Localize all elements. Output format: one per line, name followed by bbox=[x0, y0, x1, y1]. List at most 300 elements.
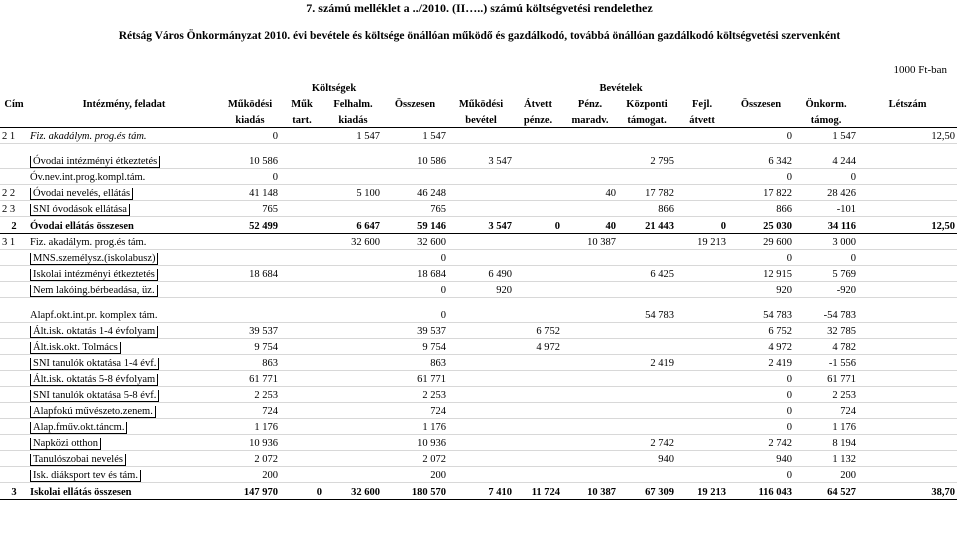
cell-value: 147 970 bbox=[220, 483, 280, 500]
cell-value bbox=[858, 435, 957, 451]
header-top-row bbox=[0, 95, 957, 111]
table-row bbox=[0, 128, 957, 144]
column-header-sub: pénze. bbox=[514, 111, 562, 128]
cell-name bbox=[28, 250, 220, 266]
cell-value: 2 419 bbox=[728, 355, 794, 371]
cell-value: 0 bbox=[220, 169, 280, 185]
cell-value bbox=[324, 282, 382, 298]
cell-value: 0 bbox=[220, 128, 280, 144]
cell-value bbox=[562, 266, 618, 282]
cell-value bbox=[324, 169, 382, 185]
cell-value bbox=[448, 371, 514, 387]
cell-value bbox=[618, 339, 676, 355]
table-row bbox=[0, 451, 957, 467]
column-header: Pénz. bbox=[577, 99, 603, 110]
cell-value: 765 bbox=[220, 201, 280, 217]
cell-value: 6 647 bbox=[324, 217, 382, 234]
cell-value bbox=[280, 419, 324, 435]
item-label: Isk. diáksport tev és tám. bbox=[30, 470, 141, 482]
cell-value: 920 bbox=[728, 282, 794, 298]
cell-value bbox=[676, 169, 728, 185]
cell-value bbox=[280, 234, 324, 250]
cell-value bbox=[562, 128, 618, 144]
cell-value: 2 253 bbox=[220, 387, 280, 403]
cell-name bbox=[28, 144, 220, 169]
cell-value bbox=[676, 201, 728, 217]
cell-value bbox=[448, 234, 514, 250]
cell-value: 39 537 bbox=[382, 323, 448, 339]
item-label: Nem lakóing.bérbeadása, üz. bbox=[30, 285, 158, 297]
cell-name bbox=[28, 403, 220, 419]
cell-cim bbox=[0, 355, 28, 371]
cell-value bbox=[514, 387, 562, 403]
cell-value bbox=[280, 144, 324, 169]
cell-value bbox=[618, 403, 676, 419]
column-header: Átvett bbox=[524, 99, 552, 110]
cell-value: 2 742 bbox=[728, 435, 794, 451]
item-label: SNI tanulók oktatása 5-8 évf. bbox=[30, 390, 159, 402]
cell-value bbox=[618, 467, 676, 483]
cell-value: 2 072 bbox=[220, 451, 280, 467]
cell-value: 19 213 bbox=[676, 483, 728, 500]
cell-value bbox=[324, 355, 382, 371]
column-header: Létszám bbox=[888, 99, 927, 110]
item-label: Óvodai nevelés, ellátás bbox=[30, 188, 133, 200]
cell-value bbox=[280, 323, 324, 339]
cell-value: 5 100 bbox=[324, 185, 382, 201]
cell-value: 10 586 bbox=[220, 144, 280, 169]
cell-value bbox=[280, 250, 324, 266]
cell-value: 1 176 bbox=[382, 419, 448, 435]
column-header: Intézmény, feladat bbox=[82, 99, 166, 110]
item-label: Fiz. akadálym. prog.és tám. bbox=[30, 237, 147, 248]
cell-value bbox=[514, 355, 562, 371]
cell-value: 67 309 bbox=[618, 483, 676, 500]
total-row bbox=[0, 483, 957, 500]
cell-cim: 3 1 bbox=[0, 234, 28, 250]
cell-name bbox=[28, 451, 220, 467]
cell-value bbox=[562, 250, 618, 266]
column-header: Központi bbox=[626, 99, 668, 110]
cell-value: 200 bbox=[382, 467, 448, 483]
cell-value bbox=[676, 371, 728, 387]
cell-value: 0 bbox=[728, 387, 794, 403]
cell-value: 0 bbox=[676, 217, 728, 234]
table-row bbox=[0, 435, 957, 451]
cell-value bbox=[280, 298, 324, 323]
table-row bbox=[0, 169, 957, 185]
cell-value: 4 972 bbox=[514, 339, 562, 355]
column-header: Műk bbox=[291, 99, 313, 110]
cell-name bbox=[28, 323, 220, 339]
cell-value: 10 387 bbox=[562, 483, 618, 500]
cell-value: 0 bbox=[728, 467, 794, 483]
cell-value: 18 684 bbox=[220, 266, 280, 282]
cell-value: 724 bbox=[220, 403, 280, 419]
cell-value: 940 bbox=[728, 451, 794, 467]
cell-value bbox=[514, 185, 562, 201]
cell-value: 116 043 bbox=[728, 483, 794, 500]
cell-value bbox=[618, 169, 676, 185]
cell-value: 40 bbox=[562, 185, 618, 201]
cell-value bbox=[324, 387, 382, 403]
cell-value bbox=[562, 467, 618, 483]
cell-value: 0 bbox=[514, 217, 562, 234]
cell-value: 200 bbox=[220, 467, 280, 483]
cell-value: 1 176 bbox=[220, 419, 280, 435]
cell-value bbox=[618, 371, 676, 387]
cell-value: 0 bbox=[728, 128, 794, 144]
cell-value: 2 795 bbox=[618, 144, 676, 169]
cell-value: 863 bbox=[382, 355, 448, 371]
cell-value: 17 782 bbox=[618, 185, 676, 201]
cell-value bbox=[676, 435, 728, 451]
cell-value bbox=[858, 266, 957, 282]
cell-value bbox=[514, 266, 562, 282]
cell-value bbox=[514, 169, 562, 185]
table-row bbox=[0, 355, 957, 371]
column-header-sub bbox=[728, 111, 794, 128]
table-body bbox=[0, 128, 957, 500]
cell-value bbox=[448, 169, 514, 185]
cell-value bbox=[448, 403, 514, 419]
cell-value bbox=[324, 323, 382, 339]
cell-name bbox=[28, 201, 220, 217]
column-header: Működési bbox=[458, 99, 504, 110]
cell-name bbox=[28, 185, 220, 201]
cell-value bbox=[858, 339, 957, 355]
table-row bbox=[0, 467, 957, 483]
cell-value: 863 bbox=[220, 355, 280, 371]
cell-value: 3 547 bbox=[448, 144, 514, 169]
cell-value: 1 132 bbox=[794, 451, 858, 467]
cell-value bbox=[618, 234, 676, 250]
cell-value: 0 bbox=[728, 371, 794, 387]
cell-value: 2 253 bbox=[382, 387, 448, 403]
cell-cim bbox=[0, 250, 28, 266]
table-row bbox=[0, 185, 957, 201]
cell-value: 52 499 bbox=[220, 217, 280, 234]
cell-value: 2 072 bbox=[382, 451, 448, 467]
total-row bbox=[0, 217, 957, 234]
cell-value: 2 419 bbox=[618, 355, 676, 371]
cell-value bbox=[618, 323, 676, 339]
cell-value: 21 443 bbox=[618, 217, 676, 234]
cell-value: 12 915 bbox=[728, 266, 794, 282]
cell-value: 19 213 bbox=[676, 234, 728, 250]
cell-value bbox=[676, 128, 728, 144]
cell-value bbox=[324, 371, 382, 387]
cell-value: 10 936 bbox=[382, 435, 448, 451]
cell-value bbox=[448, 298, 514, 323]
cell-value bbox=[676, 419, 728, 435]
cell-cim bbox=[0, 298, 28, 323]
cell-value bbox=[858, 169, 957, 185]
header-group-row bbox=[0, 79, 957, 95]
cell-value bbox=[280, 128, 324, 144]
cell-value bbox=[562, 387, 618, 403]
cell-value bbox=[676, 323, 728, 339]
cell-value bbox=[514, 128, 562, 144]
column-header: Felhalm. bbox=[333, 99, 373, 110]
cell-value bbox=[618, 419, 676, 435]
cell-cim: 2 3 bbox=[0, 201, 28, 217]
cell-value bbox=[514, 419, 562, 435]
cell-value bbox=[324, 435, 382, 451]
item-label: Alap.fműv.okt.táncm. bbox=[30, 422, 127, 434]
cell-value bbox=[858, 467, 957, 483]
cell-value bbox=[562, 371, 618, 387]
cell-value bbox=[562, 201, 618, 217]
cell-value bbox=[448, 419, 514, 435]
budget-table bbox=[0, 79, 957, 500]
cell-value bbox=[448, 355, 514, 371]
cell-value bbox=[676, 467, 728, 483]
cell-value bbox=[448, 128, 514, 144]
cell-value: 3 000 bbox=[794, 234, 858, 250]
cell-value: 54 783 bbox=[728, 298, 794, 323]
cell-value bbox=[858, 355, 957, 371]
cell-value: 32 785 bbox=[794, 323, 858, 339]
cell-value: 6 752 bbox=[514, 323, 562, 339]
cell-value bbox=[562, 282, 618, 298]
column-header-sub bbox=[0, 111, 28, 128]
cell-value: -920 bbox=[794, 282, 858, 298]
cell-value bbox=[220, 298, 280, 323]
cell-value bbox=[562, 355, 618, 371]
cell-value bbox=[448, 250, 514, 266]
cell-cim bbox=[0, 323, 28, 339]
cell-value: 0 bbox=[728, 403, 794, 419]
cell-value bbox=[618, 387, 676, 403]
cell-value: 8 194 bbox=[794, 435, 858, 451]
item-label: Alapf.okt.int.pr. komplex tám. bbox=[30, 310, 158, 321]
cell-value bbox=[280, 266, 324, 282]
cell-value bbox=[858, 234, 957, 250]
cell-name bbox=[28, 387, 220, 403]
cell-value bbox=[676, 339, 728, 355]
cell-value: 10 936 bbox=[220, 435, 280, 451]
cell-value: 6 425 bbox=[618, 266, 676, 282]
cell-value bbox=[858, 201, 957, 217]
header-group-revenues: Bevételek bbox=[599, 83, 643, 94]
cell-name bbox=[28, 339, 220, 355]
cell-cim: 2 2 bbox=[0, 185, 28, 201]
cell-value bbox=[562, 451, 618, 467]
cell-value: 41 148 bbox=[220, 185, 280, 201]
cell-value bbox=[220, 234, 280, 250]
cell-value bbox=[514, 435, 562, 451]
cell-value bbox=[514, 403, 562, 419]
cell-value bbox=[562, 435, 618, 451]
cell-value: 9 754 bbox=[220, 339, 280, 355]
cell-value bbox=[448, 467, 514, 483]
cell-value bbox=[280, 185, 324, 201]
cell-value: 0 bbox=[382, 298, 448, 323]
cell-value bbox=[618, 282, 676, 298]
cell-value bbox=[514, 250, 562, 266]
cell-cim bbox=[0, 371, 28, 387]
cell-value: 39 537 bbox=[220, 323, 280, 339]
cell-value bbox=[562, 339, 618, 355]
cell-value: 29 600 bbox=[728, 234, 794, 250]
cell-value: 10 586 bbox=[382, 144, 448, 169]
cell-value: 9 754 bbox=[382, 339, 448, 355]
cell-cim bbox=[0, 282, 28, 298]
cell-cim: 3 bbox=[0, 483, 28, 500]
cell-cim bbox=[0, 419, 28, 435]
cell-value: 724 bbox=[794, 403, 858, 419]
cell-cim bbox=[0, 403, 28, 419]
cell-value: 4 782 bbox=[794, 339, 858, 355]
cell-value: 12,50 bbox=[858, 128, 957, 144]
cell-value bbox=[858, 282, 957, 298]
cell-value bbox=[676, 266, 728, 282]
cell-value bbox=[324, 451, 382, 467]
cell-value bbox=[514, 371, 562, 387]
cell-value bbox=[514, 144, 562, 169]
cell-value: 200 bbox=[794, 467, 858, 483]
cell-value: 1 547 bbox=[324, 128, 382, 144]
cell-value bbox=[280, 403, 324, 419]
cell-value: 1 547 bbox=[382, 128, 448, 144]
column-header-sub bbox=[28, 111, 220, 128]
item-label: MNS.személysz.(iskolabusz) bbox=[30, 253, 158, 265]
cell-value bbox=[676, 282, 728, 298]
cell-cim: 2 bbox=[0, 217, 28, 234]
cell-value: 724 bbox=[382, 403, 448, 419]
cell-name bbox=[28, 234, 220, 250]
cell-value bbox=[618, 128, 676, 144]
cell-name bbox=[28, 169, 220, 185]
cell-cim bbox=[0, 387, 28, 403]
cell-value bbox=[514, 298, 562, 323]
cell-value: 0 bbox=[728, 169, 794, 185]
item-label: Tanulószobai nevelés bbox=[30, 454, 126, 466]
cell-value bbox=[858, 403, 957, 419]
item-label: SNI óvodások ellátása bbox=[30, 204, 130, 216]
cell-value: 6 752 bbox=[728, 323, 794, 339]
cell-value bbox=[514, 234, 562, 250]
cell-value bbox=[448, 435, 514, 451]
cell-value bbox=[858, 387, 957, 403]
cell-value: 0 bbox=[728, 419, 794, 435]
table-row bbox=[0, 419, 957, 435]
column-header-sub: maradv. bbox=[562, 111, 618, 128]
table-row bbox=[0, 234, 957, 250]
cell-value: 3 547 bbox=[448, 217, 514, 234]
table-row bbox=[0, 387, 957, 403]
column-header: Fejl. bbox=[691, 99, 713, 110]
cell-value: 0 bbox=[794, 169, 858, 185]
header-bottom-row bbox=[0, 111, 957, 128]
cell-value: 46 248 bbox=[382, 185, 448, 201]
cell-value bbox=[324, 266, 382, 282]
cell-value bbox=[858, 185, 957, 201]
cell-value: 0 bbox=[794, 250, 858, 266]
cell-value: 2 253 bbox=[794, 387, 858, 403]
cell-value bbox=[858, 323, 957, 339]
table-row bbox=[0, 266, 957, 282]
unit-label: 1000 Ft-ban bbox=[893, 64, 947, 76]
header-group-costs: Költségek bbox=[311, 83, 357, 94]
cell-value: 5 769 bbox=[794, 266, 858, 282]
cell-value bbox=[858, 371, 957, 387]
cell-value bbox=[280, 467, 324, 483]
cell-value: 7 410 bbox=[448, 483, 514, 500]
cell-name bbox=[28, 371, 220, 387]
cell-value: 866 bbox=[728, 201, 794, 217]
table-row bbox=[0, 339, 957, 355]
cell-value bbox=[676, 355, 728, 371]
table-row bbox=[0, 144, 957, 169]
cell-value bbox=[280, 217, 324, 234]
cell-value bbox=[514, 282, 562, 298]
cell-name bbox=[28, 467, 220, 483]
cell-value bbox=[676, 144, 728, 169]
cell-value bbox=[562, 403, 618, 419]
cell-value bbox=[562, 323, 618, 339]
cell-name bbox=[28, 483, 220, 500]
cell-value bbox=[324, 201, 382, 217]
column-header-sub: támogat. bbox=[618, 111, 676, 128]
cell-value: 10 387 bbox=[562, 234, 618, 250]
cell-value bbox=[448, 339, 514, 355]
column-header-sub bbox=[382, 111, 448, 128]
cell-value bbox=[676, 451, 728, 467]
cell-value: 0 bbox=[382, 250, 448, 266]
column-header-sub bbox=[858, 111, 957, 128]
cell-value: 61 771 bbox=[794, 371, 858, 387]
cell-value bbox=[858, 298, 957, 323]
cell-value: 4 972 bbox=[728, 339, 794, 355]
cell-name bbox=[28, 282, 220, 298]
cell-value bbox=[858, 451, 957, 467]
column-header-sub: kiadás bbox=[220, 111, 280, 128]
cell-value: 11 724 bbox=[514, 483, 562, 500]
cell-name bbox=[28, 435, 220, 451]
cell-value: 920 bbox=[448, 282, 514, 298]
document-subtitle: Rétság Város Önkormányzat 2010. évi bevétele és költsége önállóan működő és gazdálkodó, továbbá önállóan gazdálkodó költségvetési szervenként bbox=[118, 30, 841, 42]
cell-name bbox=[28, 298, 220, 323]
cell-value bbox=[324, 339, 382, 355]
column-header: Összesen bbox=[394, 99, 436, 110]
cell-value bbox=[676, 185, 728, 201]
cell-value: 64 527 bbox=[794, 483, 858, 500]
cell-value bbox=[280, 355, 324, 371]
cell-value bbox=[448, 185, 514, 201]
item-label: Iskolai intézményi étkeztetés bbox=[30, 269, 158, 281]
item-label: Napközi otthon bbox=[30, 438, 101, 450]
cell-value bbox=[618, 250, 676, 266]
cell-value: 32 600 bbox=[324, 483, 382, 500]
cell-value bbox=[280, 451, 324, 467]
cell-value: -101 bbox=[794, 201, 858, 217]
cell-value bbox=[382, 169, 448, 185]
table-row bbox=[0, 282, 957, 298]
cell-cim bbox=[0, 144, 28, 169]
cell-value: 866 bbox=[618, 201, 676, 217]
item-label: SNI tanulók oktatása 1-4 évf. bbox=[30, 358, 159, 370]
cell-cim: 2 1 bbox=[0, 128, 28, 144]
cell-value: 61 771 bbox=[220, 371, 280, 387]
cell-value: 28 426 bbox=[794, 185, 858, 201]
cell-value bbox=[448, 451, 514, 467]
cell-cim bbox=[0, 339, 28, 355]
cell-value bbox=[448, 201, 514, 217]
item-label: Iskolai ellátás összesen bbox=[30, 487, 132, 498]
cell-value bbox=[514, 467, 562, 483]
